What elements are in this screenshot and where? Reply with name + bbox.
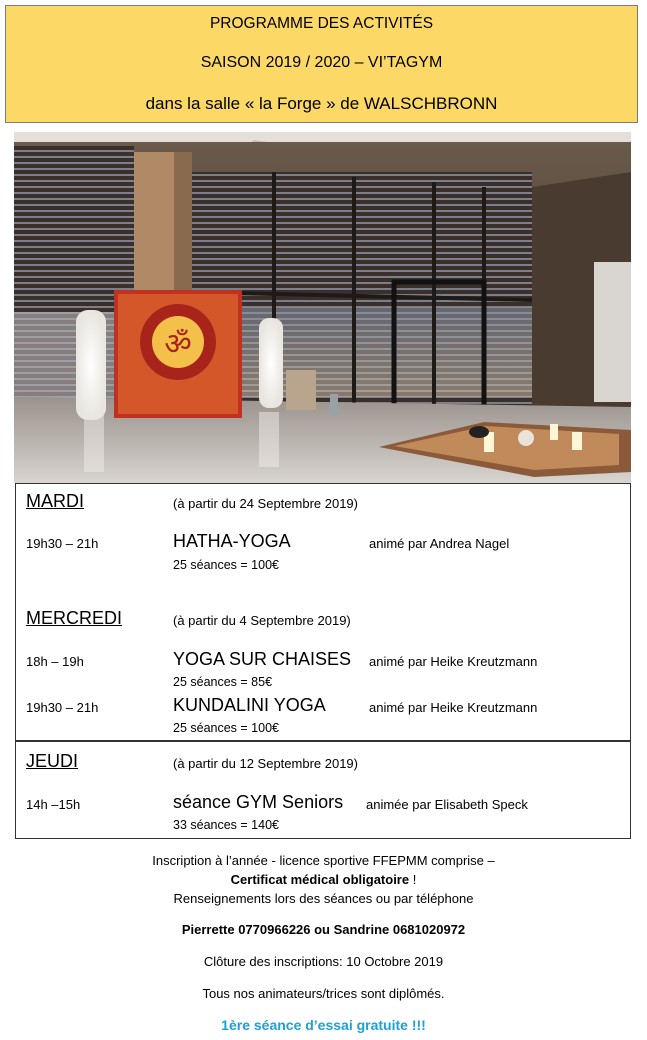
header-season: SAISON 2019 / 2020 – VI’TAGYM [200, 54, 443, 71]
medical-certificate-bold: Certificat médical obligatoire [230, 872, 410, 887]
session-price: 33 séances = 140€ [173, 818, 279, 832]
session-instructor: animé par Heike Kreutzmann [369, 700, 538, 715]
header-title: PROGRAMME DES ACTIVITÉS [209, 15, 434, 32]
schedule-box-mardi-mercredi [15, 483, 631, 741]
session-price: 25 séances = 100€ [173, 721, 279, 735]
session-price: 25 séances = 85€ [173, 675, 273, 689]
session-activity: YOGA SUR CHAISES [173, 649, 352, 669]
day-mercredi: MERCREDI [26, 608, 123, 628]
registration-info: Inscription à l’année - licence sportive FFEPMM comprise – [152, 853, 495, 868]
session-instructor: animé par Andrea Nagel [369, 536, 510, 551]
mercredi-start-date: (à partir du 4 Septembre 2019) [173, 613, 351, 628]
session-instructor: animée par Elisabeth Speck [366, 797, 528, 812]
header-banner [5, 5, 638, 123]
medical-certificate-suffix: ! [409, 872, 417, 887]
mardi-start-date: (à partir du 24 Septembre 2019) [173, 496, 358, 511]
registration-closing: Clôture des inscriptions: 10 Octobre 2019 [203, 954, 444, 969]
contact-phones: Pierrette 0770966226 ou Sandrine 0681020972 [181, 922, 466, 937]
session-time: 18h – 19h [26, 654, 84, 669]
instructors-note: Tous nos animateurs/trices sont diplômés. [202, 986, 445, 1001]
session-activity: KUNDALINI YOGA [173, 695, 326, 715]
free-trial-callout: 1ère séance d’essai gratuite !!! [221, 1017, 426, 1033]
session-price: 25 séances = 100€ [173, 558, 279, 572]
session-instructor: animé par Heike Kreutzmann [369, 654, 538, 669]
information-note: Renseignements lors des séances ou par téléphone [173, 891, 474, 906]
jeudi-start-date: (à partir du 12 Septembre 2019) [173, 756, 358, 771]
header-location: dans la salle « la Forge » de WALSCHBRONN [145, 94, 498, 113]
session-time: 19h30 – 21h [26, 536, 99, 551]
session-activity: séance GYM Seniors [173, 792, 344, 812]
session-time: 19h30 – 21h [26, 700, 99, 715]
svg-text:ॐ: ॐ [164, 327, 192, 362]
day-mardi: MARDI [26, 491, 84, 511]
yoga-room-photo [14, 132, 631, 483]
day-jeudi: JEUDI [26, 751, 79, 771]
schedule-box-jeudi [15, 741, 631, 839]
session-time: 14h –15h [26, 797, 81, 812]
medical-certificate-note [0, 872, 647, 887]
session-activity: HATHA-YOGA [173, 531, 291, 551]
